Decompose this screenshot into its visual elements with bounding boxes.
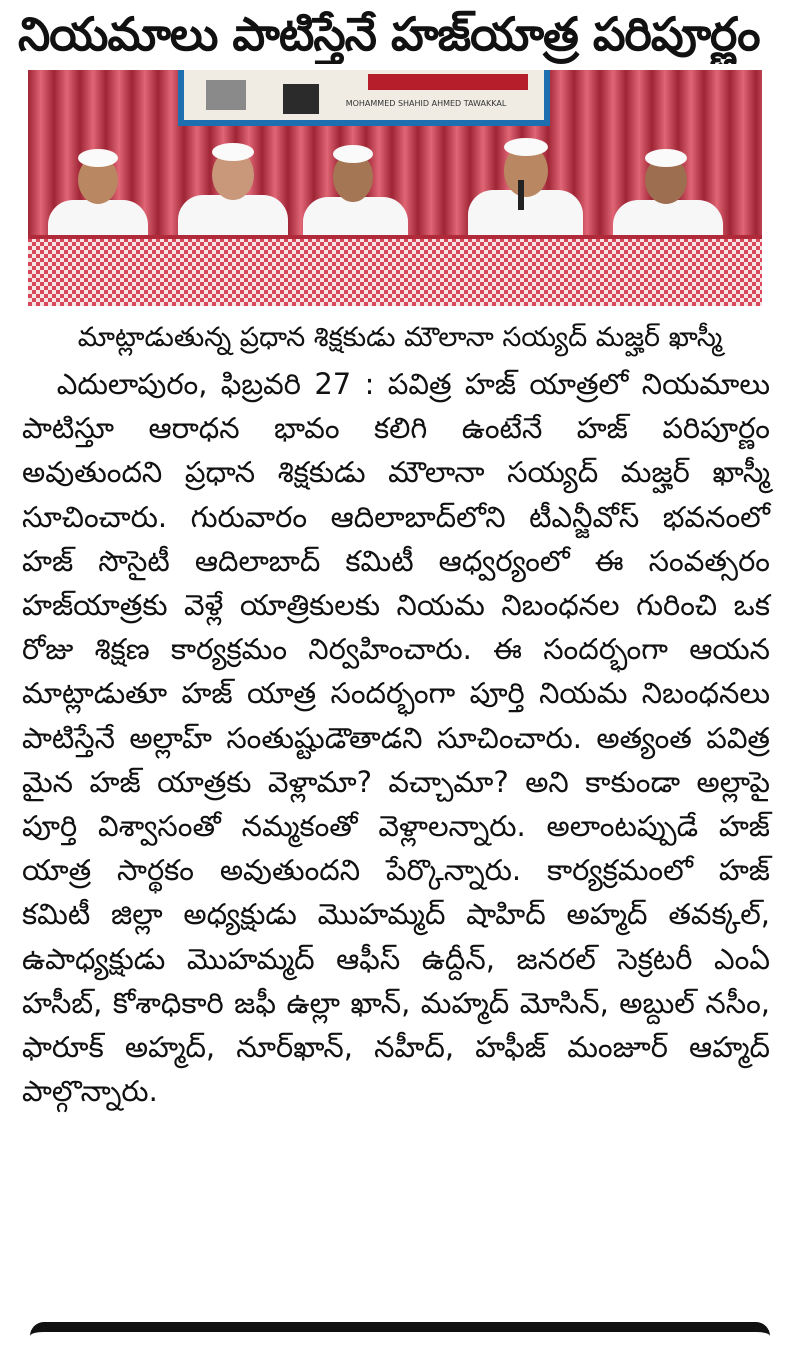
stage-banner: [178, 70, 550, 126]
event-photo: [28, 70, 762, 306]
checkered-table: [28, 235, 762, 306]
curtain-fold: [756, 70, 762, 240]
curtain-fold: [28, 70, 54, 240]
photo-illustration: [28, 70, 762, 306]
article-paragraph: ఎదులాపురం, ఫిబ్రవరి 27 : పవిత్ర హజ్ యాత్రలో నియమాలు పాటిస్తూ ఆరాధన భావం కలిగి ఉంటేనే హజ్ పరిపూర్ణం అవుతుందని ప్రధాన శిక్షకుడు మౌలానా సయ్యద్ మజ్హర్ ఖాస్మీ సూచించారు. గురువారం ఆదిలాబాద్‌లోని టీఎన్జీవోస్ భవనంలో హజ్ సొసైటీ ఆదిలాబాద్ కమిటీ ఆధ్వర్యంలో ఈ సంవత్సరం హజ్‌యాత్రకు వెళ్లే యాత్రికులకు నియమ నిబంధనల గురించి ఒక రోజు శిక్షణ కార్యక్రమం నిర్వహించారు. ఈ సందర్భంగా ఆయన మాట్లాడుతూ హజ్ యాత్ర సందర్భంగా పూర్తి నియమ నిబంధనలు పాటిస్తేనే అల్లాహ్ సంతుష్టుడౌతాడని సూచించారు. అత్యంత పవిత్ర మైన హజ్ యాత్రకు వెళ్లామా? వచ్చామా? అని కాకుండా అల్లాపై పూర్తి విశ్వాసంతో నమ్మకంతో వెళ్లాలన్నారు. అలాంటప్పుడే హజ్ యాత్ర సార్థకం అవుతుందని పేర్కొన్నారు. కార్యక్రమంలో హజ్ కమిటీ జిల్లా అధ్యక్షుడు మొహమ్మద్ షాహిద్ అహ్మద్ తవక్కల్, ఉపాధ్యక్షుడు మొహమ్మద్ ఆఫీస్ ఉద్దీన్, జనరల్ సెక్రటరీ ఎంఏ హసీబ్, కోశాధికారి జఫీ ఉల్లా ఖాన్, మహ్మద్ మోసిన్, అబ్దుల్ నసీం, ఫారూక్ అహ్మద్, నూర్‌ఖాన్, నహీద్, హఫీజ్ మంజూర్ ఆహ్మద్ పాల్గొన్నారు.: [22, 367, 770, 1109]
banner-text: MOHAMMED SHAHID AHMED TAWAKKAL: [345, 99, 507, 108]
photo-caption: మాట్లాడుతున్న ప్రధాన శిక్షకుడు మౌలానా సయ్యద్ మజ్హర్ ఖాస్మీ: [77, 322, 723, 353]
article-headline: నియమాలు పాటిస్తేనే హజ్‌యాత్ర పరిపూర్ణం: [18, 7, 760, 61]
next-article-headline-fragment: [30, 1322, 770, 1346]
article-body: [22, 362, 770, 1113]
curtain-fold: [730, 70, 756, 240]
